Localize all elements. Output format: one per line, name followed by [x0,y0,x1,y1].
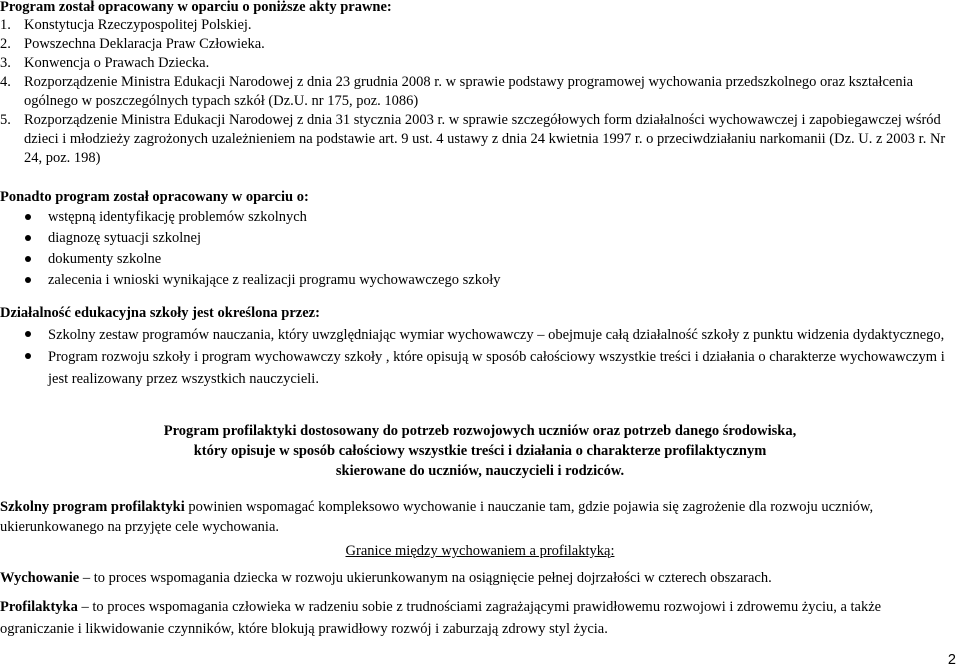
banner-line: skierowane do uczniów, nauczycieli i rodziców. [335,463,625,479]
school-program-term: Szkolny program profilaktyki [0,499,185,515]
bullet-dot-icon [25,214,31,220]
legal-act-text: Rozporządzenie Ministra Edukacji Narodowej z dnia 31 stycznia 2003 r. w sprawie szczegółowych form działalności wychowawczej i zapobiegawczej wśród dzieci i młodzieży zagrożonych uzależnieniem na podstawie art. 9 ust. 4 ustawy z dnia 24 kwietnia 1997 r. o przeciwdziałaniu narkomanii (Dz. U. z 2003 r. Nr 24, poz. 198) [24,112,946,166]
school-program-paragraph [0,497,950,537]
list-item [0,228,950,249]
legal-act-text: Powszechna Deklaracja Praw Człowieka. [24,36,265,52]
legal-acts-heading: Program został opracowany w oparciu o poniższe akty prawne: [0,0,392,15]
basis-list [0,207,950,291]
legal-act-number: 1. [0,17,11,33]
legal-act-text: Konstytucja Rzeczypospolitej Polskiej. [24,17,252,33]
bullet-dot-icon [25,256,31,262]
legal-act-item [0,16,950,35]
legal-act-item [0,54,950,73]
bullet-dot-icon [25,353,31,359]
legal-act-number: 4. [0,74,11,90]
legal-act-text: Rozporządzenie Ministra Edukacji Narodowej z dnia 23 grudnia 2008 r. w sprawie podstawy programowej wychowania przedszkolnego oraz kształcenia ogólnego w poszczególnych typach szkół (Dz.U. nr 175, poz. 1086) [24,74,914,109]
bullet-dot-icon [25,235,31,241]
definition-profilaktyka [0,596,950,640]
activity-heading: Działalność edukacyjna szkoły jest określona przez: [0,305,320,321]
list-item-text: dokumenty szkolne [48,251,162,267]
definition-wychowanie [0,569,950,588]
list-item-text: wstępną identyfikację problemów szkolnych [48,209,307,225]
definition-term: Profilaktyka [0,599,78,615]
legal-act-item [0,73,950,111]
basis-heading: Ponadto program został opracowany w oparciu o: [0,189,309,205]
banner-line: Program profilaktyki dostosowany do potrzeb rozwojowych uczniów oraz potrzeb danego środowiska, [163,423,797,439]
legal-act-text: Konwencja o Prawach Dziecka. [24,55,210,71]
list-item-text: diagnozę sytuacji szkolnej [48,230,202,246]
legal-act-number: 5. [0,112,11,128]
bullet-dot-icon [25,331,31,337]
profilaktyka-banner [0,421,960,481]
list-item [0,249,950,270]
bullet-dot-icon [25,277,31,283]
list-item-text: zalecenia i wnioski wynikające z realizacji programu wychowawczego szkoły [48,272,501,288]
legal-act-item [0,35,950,54]
list-item [0,270,950,291]
list-item [0,346,950,390]
definition-text: – to proces wspomagania dziecka w rozwoju ukierunkowanym na osiągnięcie pełnej dojrzałości w czterech obszarach. [79,570,772,586]
banner-line: który opisuje w sposób całościowy wszystkie treści i działania o charakterze profilaktycznym [193,443,767,459]
activity-list [0,324,950,390]
list-item-text: Szkolny zestaw programów nauczania, który uwzględniając wymiar wychowawczy – obejmuje całą działalność szkoły z punktu widzenia dydaktycznego, [48,327,945,343]
border-heading-text: Granice między wychowaniem a profilaktyką: [345,543,615,559]
school-program-text: powinien wspomagać kompleksowo wychowanie i nauczanie tam, gdzie pojawia się zagrożenie dla rozwoju uczniów, ukierunkowanego na przyjęte cele wychowania. [0,499,874,535]
legal-acts-list [0,16,950,168]
legal-act-item [0,111,950,168]
legal-act-number: 2. [0,36,11,52]
border-heading [0,542,960,561]
definition-text: – to proces wspomagania człowieka w radzeniu sobie z trudnościami zagrażającymi prawidłowemu rozwojowi i zdrowemu życiu, a także ograniczanie i likwidowanie czynników, które blokują prawidłowy rozwój i zaburzają zdrowy styl życia. [0,599,882,637]
page-number: 2 [947,652,956,668]
definition-term: Wychowanie [0,570,80,586]
legal-act-number: 3. [0,55,11,71]
list-item [0,207,950,228]
list-item-text: Program rozwoju szkoły i program wychowawczy szkoły , które opisują w sposób całościowy wszystkie treści i działania o charakterze wychowawczym i jest realizowany przez wszystkich nauczycieli. [48,349,945,387]
list-item [0,324,950,346]
